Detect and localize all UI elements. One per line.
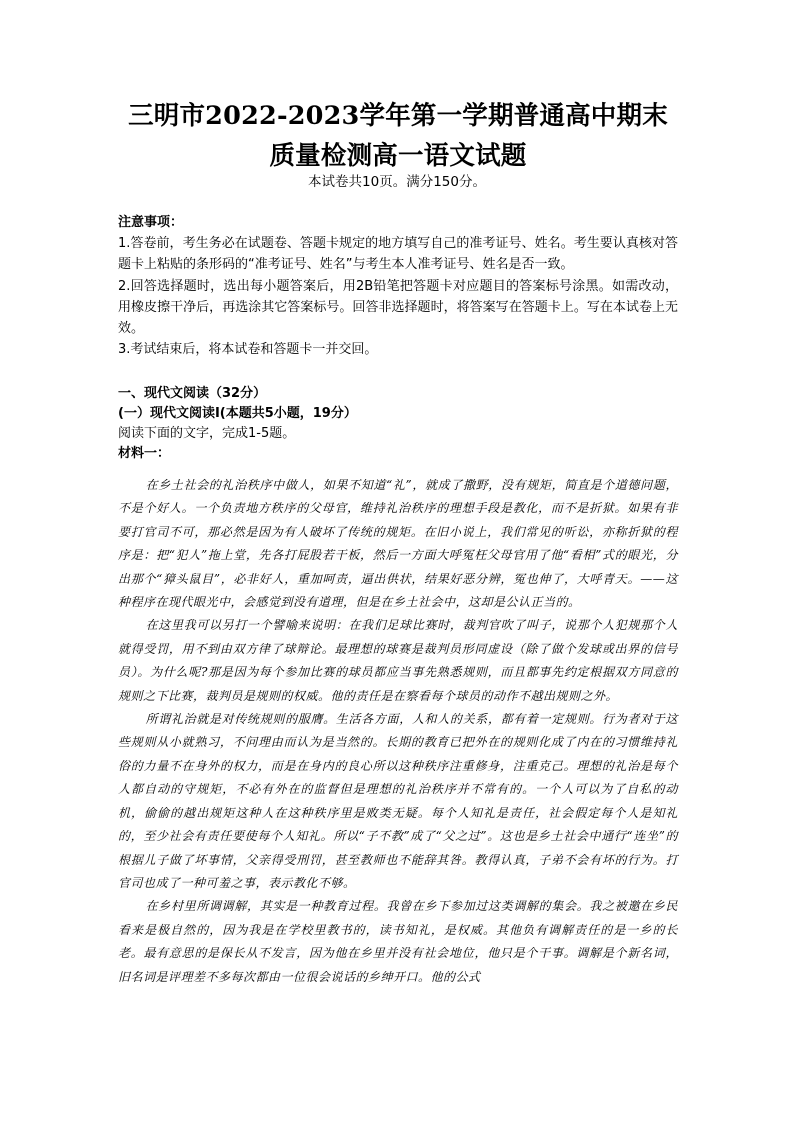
- question-section-header: [118, 384, 678, 464]
- material-paragraph: 所谓礼治就是对传统规则的服膺。生活各方面，人和人的关系，都有着一定规则。行为者对于这些规则从小就熟习，不问理由而认为是当然的。长期的教育已把外在的规则化成了内在的习惯维持礼俗的力量不在身外的权力，而是在身内的良心所以这种秩序注重修身，注重克己。理想的礼治是每个人都自动的守规矩，不必有外在的监督但是理想的礼治秩序并不常有的。一个人可以为了自私的动机，偷偷的越出规矩这种人在这种秩序里是败类无疑。每个人知礼是责任，社会假定每个人是知礼的，至少社会有责任要使每个人知礼。所以“子不教”成了“父之过”。这也是乡土社会中通行“连坐”的根据儿子做了坏事情，父亲得受刑罚，甚至教师也不能辞其咎。教得认真，子弟不会有坏的行为。打官司也成了一种可羞之事，表示教化不够。: [118, 712, 678, 890]
- material-paragraph: 在这里我可以另打一个譬喻来说明：在我们足球比赛时，裁判官吹了叫子，说那个人犯规那个人就得受罚，用不到由双方律了球辩论。最理想的球赛是裁判员形同虚设（除了做个发球或出界的信号员）。为什么呢?那是因为每个参加比赛的球员都应当事先熟悉规则，而且都事先约定根据双方同意的规则之下比赛，裁判员是规则的权威。他的责任是在察看每个球员的动作不越出规则之外。: [118, 618, 678, 703]
- sub-part-title: (一）现代文阅读I(本题共5小题，19分）: [118, 406, 357, 421]
- material-label: 材料一：: [118, 446, 171, 461]
- material-text: [118, 474, 678, 989]
- material-paragraph: 在乡土社会的礼治秩序中做人，如果不知道“礼”，就成了撒野，没有规矩，简直是个道德问题，不是个好人。一个负责地方秩序的父母官，维持礼治秩序的理想手段是教化，而不是折狱。如果有非要打官司不可，那必然是因为有人破坏了传统的规矩。在旧小说上，我们常见的听讼，亦称折狱的程序是：把“犯人”拖上堂，先各打屁股若干板，然后一方面大呼冤枉父母官用了他“看相”式的眼光，分出那个“獐头鼠目”，必非好人，重加呵责，逼出供状，结果好恶分辨，冤也伸了，大呼青天。——这种程序在现代眼光中，会感觉到没有道理，但是在乡土社会中，这却是公认正当的。: [118, 478, 678, 610]
- exam-subtitle: 本试卷共10页。满分150分。: [308, 174, 486, 190]
- notice-item: 1.答卷前，考生务必在试题卷、答题卡规定的地方填写自己的准考证号、姓名。考生要认真核对答题卡上粘贴的条形码的“准考证号、姓名”与考生本人准考证号、姓名是否一致。: [118, 236, 678, 273]
- part-title: 一、现代文阅读（32分）: [118, 386, 267, 401]
- material-paragraph: 在乡村里所调调解，其实是一种教育过程。我曾在乡下参加过这类调解的集会。我之被邀在乡民看来是极自然的，因为我是在学校里教书的，读书知礼，是权威。其他负有调解责任的是一乡的长老。最有意思的是保长从不发言，因为他在乡里并没有社会地位，他只是个干事。调解是个新名词，旧名词是评理差不多每次都由一位很会说话的乡绅开口。他的公式: [118, 899, 678, 984]
- notice-item: 2.回答选择题时，选出每小题答案后，用2B铅笔把答题卡对应题目的答案标号涂黑。如需改动，用橡皮擦干净后，再选涂其它答案标号。回答非选择题时，将答案写在答题卡上。写在本试卷上无效。: [118, 278, 678, 337]
- exam-title: 三明市2022-2023学年第一学期普通高中期末质量检测高一语文试题: [128, 101, 668, 171]
- notice-item: 3.考试结束后，将本试卷和答题卡一并交回。: [118, 342, 378, 358]
- notice-heading: 注意事项：: [118, 215, 184, 230]
- notice-section: [118, 212, 678, 360]
- reading-instruction: 阅读下面的文字，完成1-5题。: [118, 426, 296, 441]
